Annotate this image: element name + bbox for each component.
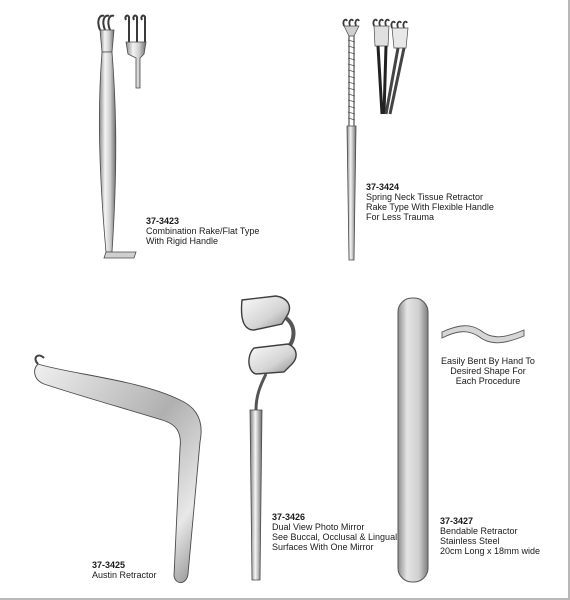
product-caption-37-3427 — [440, 516, 540, 556]
product-code: 37-3424 — [366, 182, 400, 192]
spring-neck-retractor-icon — [338, 16, 418, 262]
product-code: 37-3423 — [146, 216, 180, 226]
bend-note-line: Easily Bent By Hand To — [441, 356, 535, 366]
product-caption-37-3424 — [366, 182, 494, 222]
austin-retractor-icon — [30, 352, 216, 590]
bend-note — [440, 356, 536, 386]
product-code: 37-3425 — [92, 560, 126, 570]
bendable-retractor-icon — [396, 296, 430, 586]
product-code: 37-3426 — [272, 512, 306, 522]
product-desc-line: Combination Rake/Flat Type — [146, 226, 260, 236]
product-caption-37-3426 — [272, 512, 397, 552]
product-desc-line: 20cm Long x 18mm wide — [440, 546, 541, 556]
product-desc-line: Dual View Photo Mirror — [272, 522, 365, 532]
product-desc-line: With Rigid Handle — [146, 236, 219, 246]
product-desc-line: Stainless Steel — [440, 536, 500, 546]
product-desc-line: See Buccal, Occlusal & Lingual — [272, 532, 398, 542]
product-caption-37-3425 — [92, 560, 157, 580]
product-desc-line: Austin Retractor — [92, 570, 157, 580]
product-caption-37-3423 — [146, 216, 259, 246]
product-desc-line: Bendable Retractor — [440, 526, 518, 536]
bent-strip-icon — [440, 318, 526, 346]
product-desc-line: Spring Neck Tissue Retractor — [366, 192, 484, 202]
product-code: 37-3427 — [440, 516, 474, 526]
product-desc-line: Rake Type With Flexible Handle — [366, 202, 494, 212]
bend-note-line: Desired Shape For — [450, 366, 526, 376]
bend-note-line: Each Procedure — [455, 376, 521, 386]
product-desc-line: Surfaces With One Mirror — [272, 542, 374, 552]
product-desc-line: For Less Trauma — [366, 212, 435, 222]
